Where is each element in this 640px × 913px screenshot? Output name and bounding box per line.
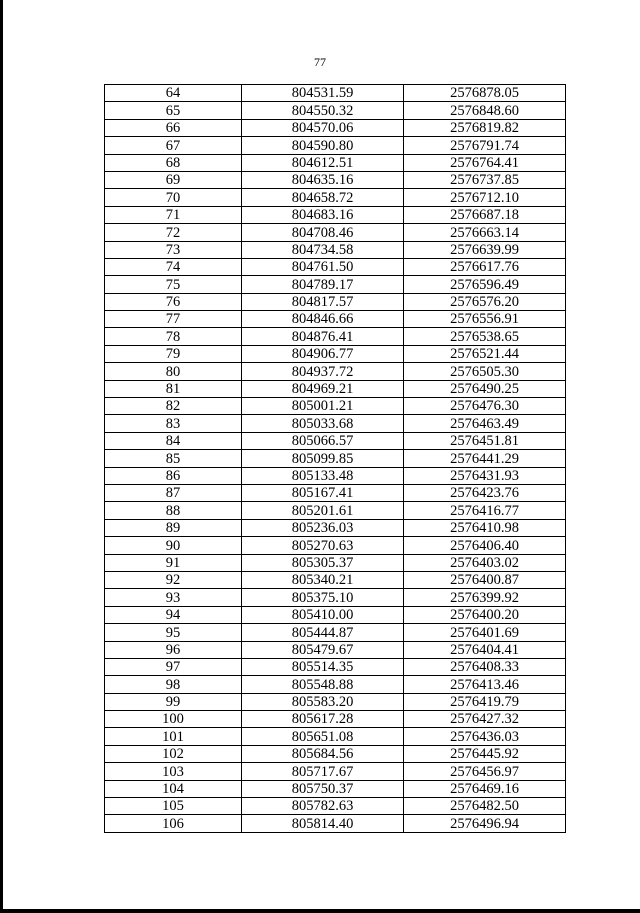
x-coordinate-cell: 805617.28 — [242, 711, 404, 728]
y-coordinate-cell: 2576404.41 — [404, 641, 566, 658]
point-number-cell: 81 — [105, 380, 242, 397]
x-coordinate-cell: 804789.17 — [242, 276, 404, 293]
point-number-cell: 105 — [105, 798, 242, 815]
y-coordinate-cell: 2576445.92 — [404, 745, 566, 762]
y-coordinate-cell: 2576399.92 — [404, 589, 566, 606]
x-coordinate-cell: 804906.77 — [242, 345, 404, 362]
table-row — [105, 537, 566, 554]
point-number-cell: 74 — [105, 258, 242, 275]
point-number-cell: 77 — [105, 311, 242, 328]
y-coordinate-cell: 2576482.50 — [404, 798, 566, 815]
table-row — [105, 502, 566, 519]
y-coordinate-cell: 2576819.82 — [404, 119, 566, 136]
x-coordinate-cell: 805583.20 — [242, 693, 404, 710]
table-row — [105, 711, 566, 728]
point-number-cell: 104 — [105, 780, 242, 797]
y-coordinate-cell: 2576400.20 — [404, 606, 566, 623]
point-number-cell: 99 — [105, 693, 242, 710]
coordinates-table — [104, 84, 566, 833]
point-number-cell: 85 — [105, 450, 242, 467]
x-coordinate-cell: 804635.16 — [242, 171, 404, 188]
point-number-cell: 100 — [105, 711, 242, 728]
x-coordinate-cell: 805340.21 — [242, 571, 404, 588]
point-number-cell: 70 — [105, 189, 242, 206]
table-row — [105, 189, 566, 206]
point-number-cell: 65 — [105, 102, 242, 119]
table-row — [105, 519, 566, 536]
table-row — [105, 728, 566, 745]
table-row — [105, 276, 566, 293]
point-number-cell: 80 — [105, 363, 242, 380]
table-row — [105, 171, 566, 188]
point-number-cell: 78 — [105, 328, 242, 345]
y-coordinate-cell: 2576556.91 — [404, 311, 566, 328]
table-row — [105, 119, 566, 136]
x-coordinate-cell: 804531.59 — [242, 85, 404, 102]
y-coordinate-cell: 2576737.85 — [404, 171, 566, 188]
x-coordinate-cell: 805717.67 — [242, 763, 404, 780]
y-coordinate-cell: 2576469.16 — [404, 780, 566, 797]
y-coordinate-cell: 2576456.97 — [404, 763, 566, 780]
table-row — [105, 398, 566, 415]
table-row — [105, 154, 566, 171]
table-row — [105, 415, 566, 432]
table-row — [105, 641, 566, 658]
x-coordinate-cell: 804590.80 — [242, 137, 404, 154]
point-number-cell: 94 — [105, 606, 242, 623]
y-coordinate-cell: 2576423.76 — [404, 484, 566, 501]
table-row — [105, 467, 566, 484]
x-coordinate-cell: 804570.06 — [242, 119, 404, 136]
x-coordinate-cell: 804817.57 — [242, 293, 404, 310]
x-coordinate-cell: 804734.58 — [242, 241, 404, 258]
y-coordinate-cell: 2576416.77 — [404, 502, 566, 519]
y-coordinate-cell: 2576419.79 — [404, 693, 566, 710]
y-coordinate-cell: 2576413.46 — [404, 676, 566, 693]
point-number-cell: 75 — [105, 276, 242, 293]
y-coordinate-cell: 2576436.03 — [404, 728, 566, 745]
point-number-cell: 95 — [105, 624, 242, 641]
x-coordinate-cell: 804708.46 — [242, 224, 404, 241]
x-coordinate-cell: 804612.51 — [242, 154, 404, 171]
x-coordinate-cell: 805001.21 — [242, 398, 404, 415]
x-coordinate-cell: 805375.10 — [242, 589, 404, 606]
point-number-cell: 103 — [105, 763, 242, 780]
y-coordinate-cell: 2576408.33 — [404, 658, 566, 675]
x-coordinate-cell: 805444.87 — [242, 624, 404, 641]
table-row — [105, 798, 566, 815]
point-number-cell: 86 — [105, 467, 242, 484]
table-row — [105, 380, 566, 397]
x-coordinate-cell: 804761.50 — [242, 258, 404, 275]
point-number-cell: 66 — [105, 119, 242, 136]
table-row — [105, 606, 566, 623]
table-row — [105, 658, 566, 675]
x-coordinate-cell: 805099.85 — [242, 450, 404, 467]
y-coordinate-cell: 2576791.74 — [404, 137, 566, 154]
y-coordinate-cell: 2576463.49 — [404, 415, 566, 432]
table-row — [105, 745, 566, 762]
x-coordinate-cell: 804846.66 — [242, 311, 404, 328]
point-number-cell: 67 — [105, 137, 242, 154]
point-number-cell: 73 — [105, 241, 242, 258]
y-coordinate-cell: 2576639.99 — [404, 241, 566, 258]
table-row — [105, 780, 566, 797]
point-number-cell: 91 — [105, 554, 242, 571]
table-row — [105, 224, 566, 241]
y-coordinate-cell: 2576538.65 — [404, 328, 566, 345]
y-coordinate-cell: 2576476.30 — [404, 398, 566, 415]
table-row — [105, 363, 566, 380]
table-row — [105, 432, 566, 449]
table-row — [105, 241, 566, 258]
x-coordinate-cell: 804658.72 — [242, 189, 404, 206]
point-number-cell: 72 — [105, 224, 242, 241]
table-row — [105, 293, 566, 310]
x-coordinate-cell: 805410.00 — [242, 606, 404, 623]
point-number-cell: 101 — [105, 728, 242, 745]
table-row — [105, 815, 566, 832]
x-coordinate-cell: 805514.35 — [242, 658, 404, 675]
x-coordinate-cell: 805305.37 — [242, 554, 404, 571]
scan-left-edge — [0, 0, 3, 913]
x-coordinate-cell: 805167.41 — [242, 484, 404, 501]
point-number-cell: 82 — [105, 398, 242, 415]
y-coordinate-cell: 2576712.10 — [404, 189, 566, 206]
x-coordinate-cell: 805066.57 — [242, 432, 404, 449]
table-row — [105, 484, 566, 501]
point-number-cell: 88 — [105, 502, 242, 519]
x-coordinate-cell: 805033.68 — [242, 415, 404, 432]
x-coordinate-cell: 804683.16 — [242, 206, 404, 223]
x-coordinate-cell: 805651.08 — [242, 728, 404, 745]
y-coordinate-cell: 2576687.18 — [404, 206, 566, 223]
y-coordinate-cell: 2576596.49 — [404, 276, 566, 293]
table-row — [105, 102, 566, 119]
point-number-cell: 64 — [105, 85, 242, 102]
scan-bottom-edge — [0, 909, 640, 913]
table-row — [105, 554, 566, 571]
table-row — [105, 450, 566, 467]
x-coordinate-cell: 805750.37 — [242, 780, 404, 797]
table-row — [105, 137, 566, 154]
point-number-cell: 102 — [105, 745, 242, 762]
point-number-cell: 90 — [105, 537, 242, 554]
y-coordinate-cell: 2576663.14 — [404, 224, 566, 241]
y-coordinate-cell: 2576490.25 — [404, 380, 566, 397]
page-number: 77 — [314, 55, 326, 69]
table-row — [105, 258, 566, 275]
x-coordinate-cell: 804937.72 — [242, 363, 404, 380]
y-coordinate-cell: 2576441.29 — [404, 450, 566, 467]
point-number-cell: 84 — [105, 432, 242, 449]
x-coordinate-cell: 805236.03 — [242, 519, 404, 536]
point-number-cell: 98 — [105, 676, 242, 693]
x-coordinate-cell: 805479.67 — [242, 641, 404, 658]
table-row — [105, 328, 566, 345]
point-number-cell: 97 — [105, 658, 242, 675]
x-coordinate-cell: 804550.32 — [242, 102, 404, 119]
y-coordinate-cell: 2576406.40 — [404, 537, 566, 554]
x-coordinate-cell: 805782.63 — [242, 798, 404, 815]
x-coordinate-cell: 805548.88 — [242, 676, 404, 693]
x-coordinate-cell: 804969.21 — [242, 380, 404, 397]
x-coordinate-cell: 805814.40 — [242, 815, 404, 832]
point-number-cell: 106 — [105, 815, 242, 832]
y-coordinate-cell: 2576576.20 — [404, 293, 566, 310]
table-row — [105, 763, 566, 780]
x-coordinate-cell: 805201.61 — [242, 502, 404, 519]
point-number-cell: 87 — [105, 484, 242, 501]
y-coordinate-cell: 2576427.32 — [404, 711, 566, 728]
y-coordinate-cell: 2576521.44 — [404, 345, 566, 362]
coordinates-table-body — [105, 85, 566, 833]
y-coordinate-cell: 2576401.69 — [404, 624, 566, 641]
y-coordinate-cell: 2576617.76 — [404, 258, 566, 275]
y-coordinate-cell: 2576431.93 — [404, 467, 566, 484]
point-number-cell: 71 — [105, 206, 242, 223]
table-row — [105, 85, 566, 102]
y-coordinate-cell: 2576410.98 — [404, 519, 566, 536]
y-coordinate-cell: 2576505.30 — [404, 363, 566, 380]
table-row — [105, 676, 566, 693]
point-number-cell: 89 — [105, 519, 242, 536]
table-row — [105, 345, 566, 362]
point-number-cell: 83 — [105, 415, 242, 432]
x-coordinate-cell: 804876.41 — [242, 328, 404, 345]
table-row — [105, 571, 566, 588]
x-coordinate-cell: 805133.48 — [242, 467, 404, 484]
y-coordinate-cell: 2576878.05 — [404, 85, 566, 102]
y-coordinate-cell: 2576764.41 — [404, 154, 566, 171]
table-row — [105, 206, 566, 223]
table-row — [105, 693, 566, 710]
x-coordinate-cell: 805270.63 — [242, 537, 404, 554]
point-number-cell: 93 — [105, 589, 242, 606]
y-coordinate-cell: 2576496.94 — [404, 815, 566, 832]
y-coordinate-cell: 2576403.02 — [404, 554, 566, 571]
y-coordinate-cell: 2576451.81 — [404, 432, 566, 449]
point-number-cell: 68 — [105, 154, 242, 171]
table-row — [105, 624, 566, 641]
point-number-cell: 79 — [105, 345, 242, 362]
point-number-cell: 96 — [105, 641, 242, 658]
y-coordinate-cell: 2576400.87 — [404, 571, 566, 588]
point-number-cell: 92 — [105, 571, 242, 588]
y-coordinate-cell: 2576848.60 — [404, 102, 566, 119]
x-coordinate-cell: 805684.56 — [242, 745, 404, 762]
point-number-cell: 76 — [105, 293, 242, 310]
table-row — [105, 311, 566, 328]
table-row — [105, 589, 566, 606]
point-number-cell: 69 — [105, 171, 242, 188]
